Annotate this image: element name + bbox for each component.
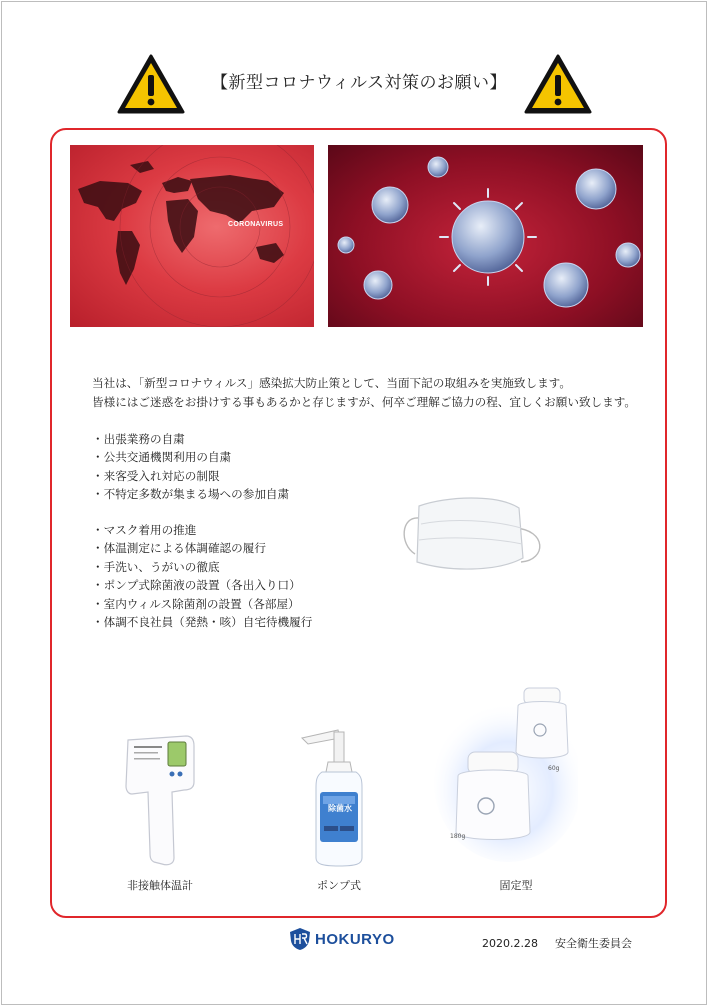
intro-text bbox=[92, 374, 636, 412]
map-label: CORONAVIRUS bbox=[228, 221, 284, 228]
thermometer-caption: 非接触体温計 bbox=[127, 879, 193, 892]
list-item: ・体調不良社員（発熱・咳）自宅待機履行 bbox=[92, 615, 313, 630]
intro-line: 皆様にはご迷惑をお掛けする事もあるかと存じますが、何卒ご理解ご協力の程、宜しくお願い致します。 bbox=[92, 395, 636, 409]
size-label-small: 60g bbox=[548, 765, 560, 772]
measures-list-travel bbox=[92, 430, 289, 504]
virus-graphic bbox=[328, 145, 643, 327]
warning-icon bbox=[523, 53, 593, 115]
intro-line: 当社は、「新型コロナウィルス」感染拡大防止策として、当面下記の取組みを実施致します。 bbox=[92, 376, 571, 390]
world-map-graphic bbox=[70, 145, 314, 327]
warning-icon bbox=[116, 53, 186, 115]
list-item: ・室内ウィルス除菌剤の設置（各部屋） bbox=[92, 596, 300, 611]
list-item: ・不特定多数が集まる場への参加自粛 bbox=[92, 487, 290, 502]
list-item: ・体温測定による体調確認の履行 bbox=[92, 541, 266, 556]
brand-name: HOKURYO bbox=[315, 930, 395, 948]
fixed-caption: 固定型 bbox=[499, 879, 533, 892]
thermometer-image bbox=[124, 732, 196, 868]
list-item: ・ポンプ式除菌液の設置（各出入り口） bbox=[92, 578, 301, 593]
footer-committee: 安全衛生委員会 bbox=[554, 937, 632, 950]
list-item: ・手洗い、うがいの徹底 bbox=[92, 559, 220, 574]
world-map-image bbox=[70, 145, 314, 327]
pump-bottle-label: 除菌水 bbox=[328, 804, 352, 813]
list-item: ・来客受入れ対応の制限 bbox=[92, 468, 220, 483]
list-item: ・出張業務の自粛 bbox=[92, 432, 185, 446]
list-item: ・マスク着用の推進 bbox=[92, 523, 197, 537]
list-item: ・公共交通機関利用の自粛 bbox=[92, 450, 232, 465]
measures-list-hygiene bbox=[92, 521, 312, 631]
footer-info bbox=[482, 935, 632, 951]
shield-logo-icon bbox=[289, 927, 311, 951]
face-mask-image bbox=[397, 488, 547, 583]
virus-image bbox=[328, 145, 643, 327]
footer-date: 2020.2.28 bbox=[482, 937, 538, 950]
pump-caption: ポンプ式 bbox=[317, 879, 361, 892]
pump-bottle-image bbox=[294, 718, 384, 868]
brand-logo bbox=[289, 926, 395, 952]
size-label-large: 180g bbox=[450, 833, 466, 840]
page-title: 【新型コロナウィルス対策のお願い】 bbox=[211, 73, 507, 93]
